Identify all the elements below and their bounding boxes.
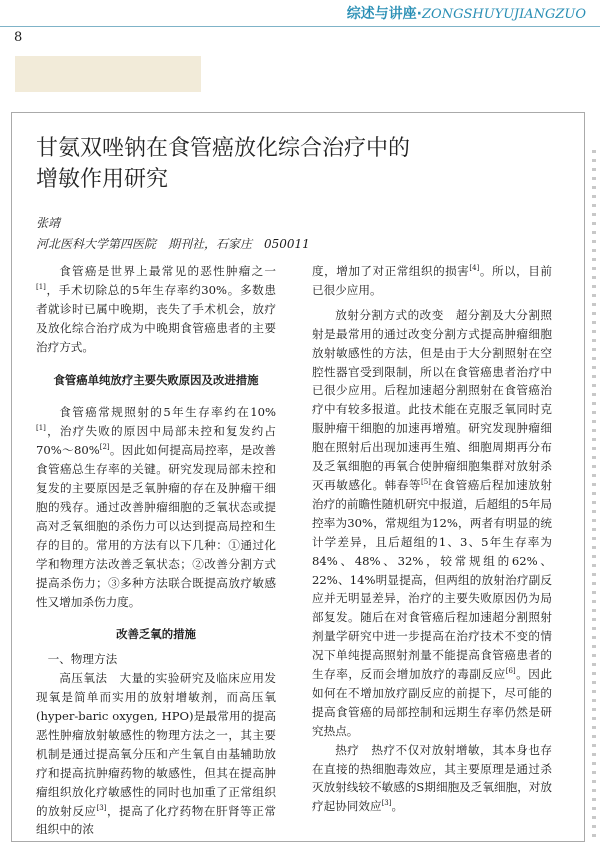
section-heading: 食管癌单纯放疗主要失败原因及改进措施 — [53, 372, 259, 387]
section-label — [347, 3, 586, 23]
citation: [1] — [36, 424, 46, 433]
paragraph: 高压氧法 大量的实验研究及临床应用发现氧是简单而实用的放射增敏剂，而高压氧(hyper-baric oxygen, HPO)是最常用的提高恶性肿瘤放射敏感性的物理方法之一，其主要机制是通过提高氧分压和产生氧自由基辅助放疗和提高抗肿瘤药物的敏感性，但其在提高肿瘤组织放化疗敏感性的同时也加重了正常组织的放射反应[3]，提高了化疗药物在肝肾等正常组织中的浓 — [36, 671, 276, 837]
left-column — [36, 262, 276, 839]
citation: [1] — [36, 283, 46, 292]
article-title — [36, 133, 516, 195]
section-heading: 改善乏氧的措施 — [116, 627, 196, 642]
citation: [3] — [96, 803, 107, 812]
section-label-cn: 综述与讲座· — [346, 6, 423, 22]
author: 张靖 — [36, 216, 61, 230]
citation: [5] — [420, 478, 431, 487]
affiliation: 河北医科大学第四医院 期刊社，石家庄 050011 — [36, 237, 310, 251]
decorative-tan-block — [15, 56, 201, 92]
citation: [4] — [469, 264, 480, 273]
paragraph: 食管癌常规照射的5年生存率约在10%[1]，治疗失败的原因中局部未控和复发约占70%～80%[2]。因此如何提高局控率，是改善食管癌总生存率的关键。研究发现局部未控和复发的主要原因是乏氧肿瘤的存在及肿瘤干细胞的残存。通过改善肿瘤细胞的乏氧状态或提高对乏氧细胞的杀伤力可以达到提高局控和生存的目的。常用的方法有以下几种：①通过化学和物理方法改善乏氧状态；②改善分割方式提高杀伤力；③多种方法联合既提高放疗敏感性又增加杀伤力度。 — [36, 405, 276, 609]
title-line-2: 增敏作用研究 — [36, 167, 169, 192]
paragraph: 放射分割方式的改变 超分割及大分割照射是最常用的通过改变分割方式提高肿瘤细胞放射敏感性的方法，但是由于大分割照射在空腔性器官受到限制，所以在食管癌患者治疗中已很少应用。后程加速超分割照射在食管癌治疗中有较多报道。此技术能在克服乏氧同时克服肿瘤干细胞的加速再增殖。研究发现肿瘤细胞在照射后出现加速再生殖、细胞周期再分布及乏氧细胞的再氧合使肿瘤细胞集群对放射杀灭再敏感化。韩春等[5]在食管癌后程加速放射治疗的前瞻性随机研究中报道，后超组的5年局控率为30%，常规组为12%，两者有明显的统计学差异，且后超组的1、3、5年生存率为84%、48%、32%，较常规组的62%、22%、14%明显提高，但两组的放射治疗副反应并无明显差异，治疗的主要失败原因仍为局部复发。随后在对食管癌后程加速超分割照射剂量学研究中进一步提高在治疗技术不变的情况下单纯提高照射剂量不能提高食管癌患者的生存率，反而会增加放疗的毒副反应[6]。因此如何在不增加放疗副反应的前提下，尽可能的提高食管癌的局部控制和远期生存率仍然是研究热点。 — [312, 307, 552, 738]
paragraph: 度，增加了对正常组织的损害[4]。所以，目前已很少应用。 — [312, 264, 552, 297]
page-edge-marks — [592, 150, 596, 840]
title-line-1: 甘氨双唑钠在食管癌放化综合治疗中的 — [36, 136, 411, 161]
paragraph: 食管癌是世界上最常见的恶性肿瘤之一[1]，手术切除总的5年生存率约30%。多数患者就诊时已属中晚期，丧失了手术机会，放疗及放化综合治疗成为中晚期食管癌患者的主要治疗方式。 — [36, 264, 276, 354]
citation: [2] — [99, 443, 110, 452]
citation: [6] — [505, 667, 516, 676]
right-column — [312, 262, 552, 816]
section-label-en: ZONGSHUYUJIANGZUO — [422, 7, 586, 22]
paragraph: 热疗 热疗不仅对放射增敏，其本身也存在直接的热细胞毒效应，其主要原理是通过杀灭放射线较不敏感的S期细胞及乏氧细胞，对放疗起协同效应[3]。 — [312, 742, 552, 814]
page-number: 8 — [14, 30, 23, 45]
header-rule — [0, 26, 600, 27]
citation: [3] — [381, 799, 392, 808]
subheading: 一、物理方法 — [47, 652, 118, 667]
